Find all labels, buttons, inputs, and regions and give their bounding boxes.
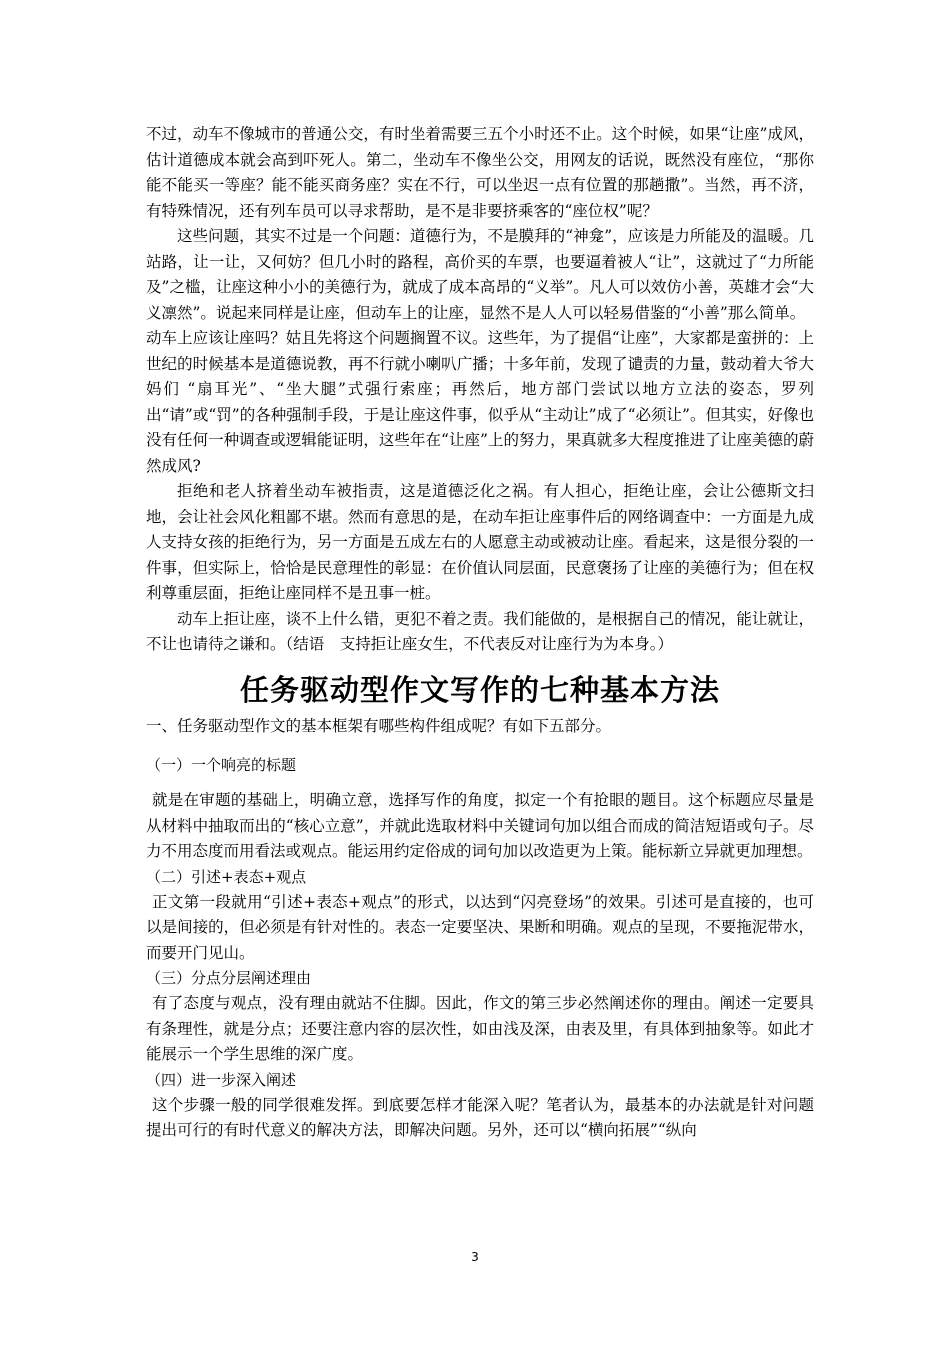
article-title: 任务驱动型作文写作的七种基本方法: [239, 672, 720, 707]
page-number: 3: [471, 1250, 479, 1264]
section-heading-1: （一）一个响亮的标题: [146, 756, 297, 774]
page-content: [146, 122, 814, 1144]
section-text-1: 就是在审题的基础上，明确立意，选择写作的角度，拟定一个有抢眼的题目。这个标题应尽量是从材料中抽取而出的“核心立意”，并就此选取材料中关键词句加以组合而成的简洁短语或句子。尽力不用态度而用看法或观点。能运用约定俗成的词句加以改造更为上策。能标新立异就更加理想。: [146, 791, 814, 860]
section-heading-3: （三）分点分层阐述理由: [146, 969, 312, 987]
section-text-4: 这个步骤一般的同学很难发挥。到底要怎样才能深入呢？笔者认为，最基本的办法就是针对问题提出可行的有时代意义的解决方法，即解决问题。另外，还可以“横向拓展”“纵向: [146, 1095, 814, 1139]
article-intro: 一、任务驱动型作文的基本框架有哪些构件组成呢？有如下五部分。: [146, 716, 612, 735]
paragraph-3: 动车上应该让座吗？姑且先将这个问题搁置不议。这些年，为了提倡“让座”，大家都是蛮拼的：上世纪的时候基本是道德说教，再不行就小喇叭广播；十多年前，发现了谴责的力量，鼓动着大爷大妈们 “扇耳光”、“坐大腿”式强行索座；再然后，地方部门尝试以地方立法的姿态，罗列出“请”或“罚”的各种强制手段，于是让座这件事，似乎从“主动让”成了“必须让”。但其实，好像也没有任何一种调查或逻辑能证明，这些年在“让座”上的努力，果真就多大程度推进了让座美德的蔚然成风?: [146, 329, 814, 475]
section-heading-2: （二）引述+表态+观点: [146, 867, 307, 886]
paragraph-1: 不过，动车不像城市的普通公交，有时坐着需要三五个小时还不止。这个时候，如果“让座”成风，估计道德成本就会高到吓死人。第二，坐动车不像坐公交，用网友的话说，既然没有座位，“那你能不能买一等座？能不能买商务座？实在不行，可以坐迟一点有位置的那趟撒”。当然，再不济，有特殊情况，还有列车员可以寻求帮助，是不是非要挤乘客的“座位权”呢？: [146, 125, 814, 220]
section-text-3: 有了态度与观点，没有理由就站不住脚。因此，作文的第三步必然阐述你的理由。阐述一定要具有条理性，就是分点；还要注意内容的层次性，如由浅及深，由表及里，有具体到抽象等。如此才能展示一个学生思维的深广度。: [146, 994, 814, 1063]
paragraph-2: 这些问题，其实不过是一个问题：道德行为，不是膜拜的“神龛”，应该是力所能及的温暖。几站路，让一让，又何妨？但几小时的路程，高价买的车票，也要逼着被人“让”，这就过了“力所能及”之槛，让座这种小小的美德行为，就成了成本高昂的“义举”。凡人可以效仿小善，英雄才会“大义凛然”。说起来同样是让座，但动车上的让座，显然不是人人可以轻易借鉴的“小善”那么简单。: [146, 227, 814, 322]
paragraph-4: 拒绝和老人挤着坐动车被指责，这是道德泛化之祸。有人担心，拒绝让座，会让公德斯文扫地，会让社会风化粗鄙不堪。然而有意思的是，在动车拒让座事件后的网络调查中：一方面是九成人支持女孩的拒绝行为，另一方面是五成左右的人愿意主动或被动让座。看起来，这是很分裂的一件事，但实际上，恰恰是民意理性的彰显：在价值认同层面，民意褒扬了让座的美德行为；但在权利尊重层面，拒绝让座同样不是丑事一桩。: [146, 482, 814, 602]
section-text-2: 正文第一段就用“引述+表态+观点”的形式，以达到“闪亮登场”的效果。引述可是直接的，也可以是间接的，但必须是有针对性的。表态一定要坚决、果断和明确。观点的呈现，不要拖泥带水，而要开门见山。: [146, 892, 814, 962]
section-heading-4: （四）进一步深入阐述: [146, 1070, 297, 1089]
paragraph-5: 动车上拒让座，谈不上什么错，更犯不着之责。我们能做的，是根据自己的情况，能让就让，不让也请待之谦和。（结语 支持拒让座女生，不代表反对让座行为为本身。）: [146, 609, 814, 653]
